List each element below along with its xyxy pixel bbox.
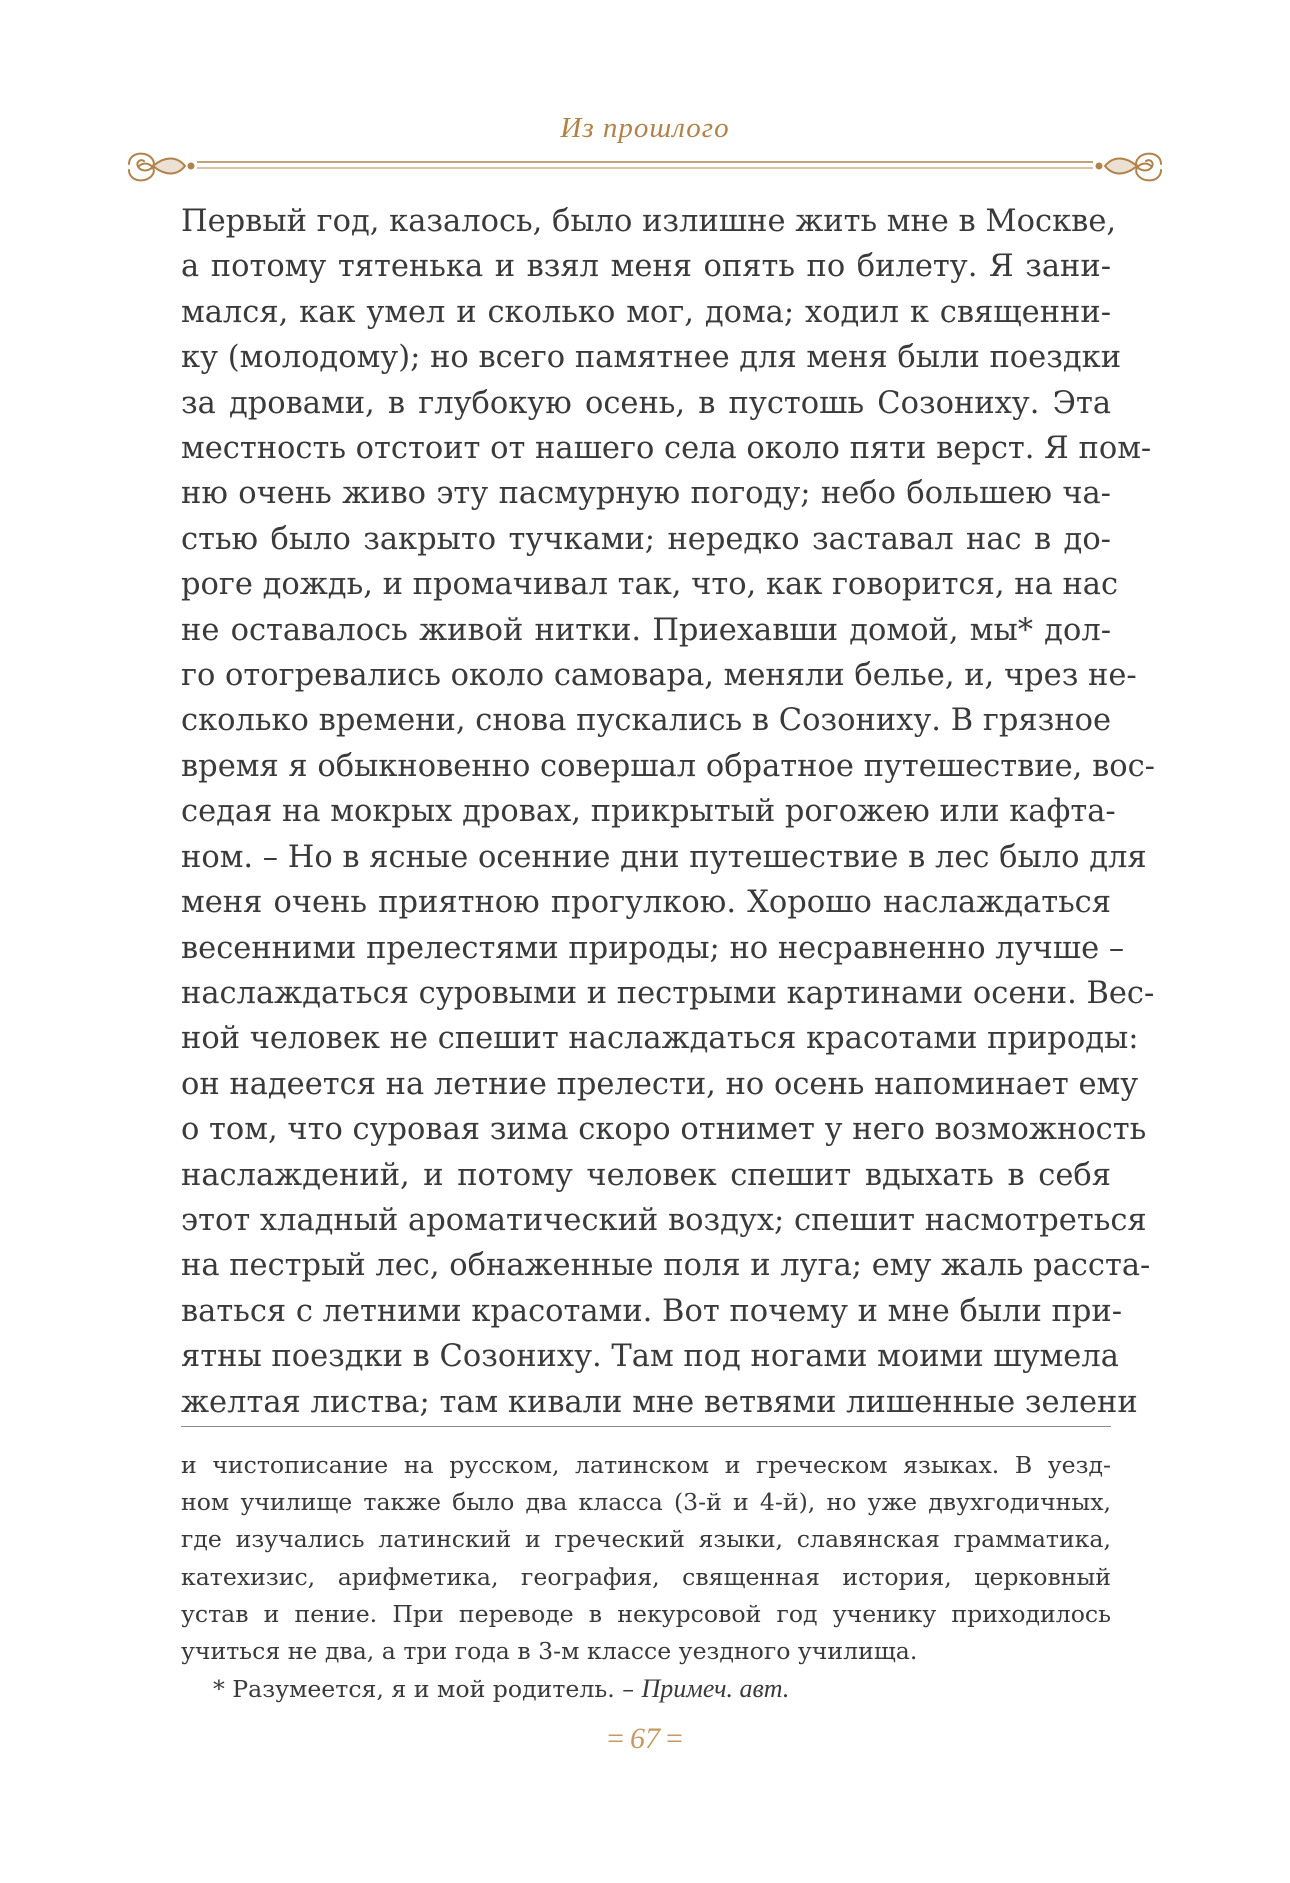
text-line: он надеется на летние прелести, но осень напоминает ему [181,1066,1139,1102]
text-line: мался, как умел и сколько мог, дома; ходил к священни- [181,294,1111,330]
text-line: го отогревались около самовара, меняли белье, и, чрез не- [181,658,1137,694]
running-title: Из прошлого [560,112,730,144]
footnote-rule [181,1426,1111,1427]
running-header [0,112,1290,192]
text-line: ню очень живо эту пасмурную погоду; небо большею ча- [181,476,1111,512]
footnote-star-attribution: Примеч. авт. [641,1674,790,1704]
text-line: наслаждаться суровыми и пестрыми картинами осени. Вес- [181,975,1155,1011]
footnote-line: где изучались латинский и греческий языки, славянская грамматика, [181,1525,1111,1554]
footnote-star [181,1670,1111,1708]
text-line: меня очень приятною прогулкою. Хорошо наслаждаться [181,885,1111,921]
page-number [0,1722,1290,1756]
text-line: седая на мокрых дровах, прикрытый рогожею или кафта- [181,794,1116,830]
page-number-dash-right: = [666,1722,683,1755]
text-line: о том, что суровая зима скоро отнимет у него возможность [181,1112,1147,1148]
text-line: роге дождь, и промачивал так, что, как говорится, на нас [181,567,1119,603]
text-line: а потому тятенька и взял меня опять по билету. Я зани- [181,249,1111,285]
page-number-dash-left: = [607,1722,624,1755]
text-line: сколько времени, снова пускались в Созониху. В грязное [181,703,1111,739]
text-line: желтая листва; там кивали мне ветвями лишенные зелени [181,1384,1138,1420]
text-line: ятны поездки в Созониху. Там под ногами моими шумела [181,1339,1119,1375]
ornament-flourish-right-icon [1097,154,1162,181]
ornament-flourish-left-icon [129,154,194,181]
text-line: ку (молодому); но всего памятнее для меня были поездки [181,340,1122,376]
text-line: наслаждений, и потому человек спешит вдыхать в себя [181,1157,1111,1193]
page-number-value: 67 [630,1722,660,1755]
text-line: местность отстоит от нашего села около пяти верст. Я пом- [181,431,1152,467]
text-line: ваться с летними красотами. Вот почему и мне были при- [181,1293,1123,1329]
footnote-line: учиться не два, а три года в 3-м классе уездного училища. [181,1637,918,1666]
text-line: ном. – Но в ясные осенние дни путешествие в лес было для [181,839,1147,875]
footnote-line: устав и пение. При переводе в некурсовой год ученику приходилось [181,1599,1111,1628]
text-line: время я обыкновенно совершал обратное путешествие, вос- [181,748,1155,784]
text-line: за дровами, в глубокую осень, в пустошь Созониху. Эта [181,385,1111,421]
text-line: весенними прелестями природы; но несравненно лучше – [181,930,1125,966]
footnotes [181,1447,1111,1708]
text-line: этот хладный ароматический воздух; спешит насмотреться [181,1202,1147,1238]
ornament-rule [125,142,1165,192]
footnote-line: катехизис, арифметика, география, священная история, церковный [181,1562,1111,1591]
footnote-line: и чистописание на русском, латинском и греческом языках. В уезд- [181,1451,1111,1479]
footnote-star-text: * Разумеется, я и мой родитель. – [213,1675,642,1704]
text-line: ной человек не спешит наслаждаться красотами природы: [181,1021,1139,1057]
text-line: на пестрый лес, обнаженные поля и луга; ему жаль расста- [181,1248,1151,1284]
footnote-line: ном училище также было два класса (3-й и 4-й), но уже двухгодичных, [181,1488,1111,1517]
footnote-continued [181,1447,1111,1670]
main-text [181,199,1155,1425]
text-line: стью было закрыто тучками; нередко заставал нас в до- [181,521,1111,557]
text-line: не оставалось живой нитки. Приехавши домой, мы* дол- [181,612,1111,648]
text-line: Первый год, казалось, было излишне жить мне в Москве, [181,204,1117,239]
